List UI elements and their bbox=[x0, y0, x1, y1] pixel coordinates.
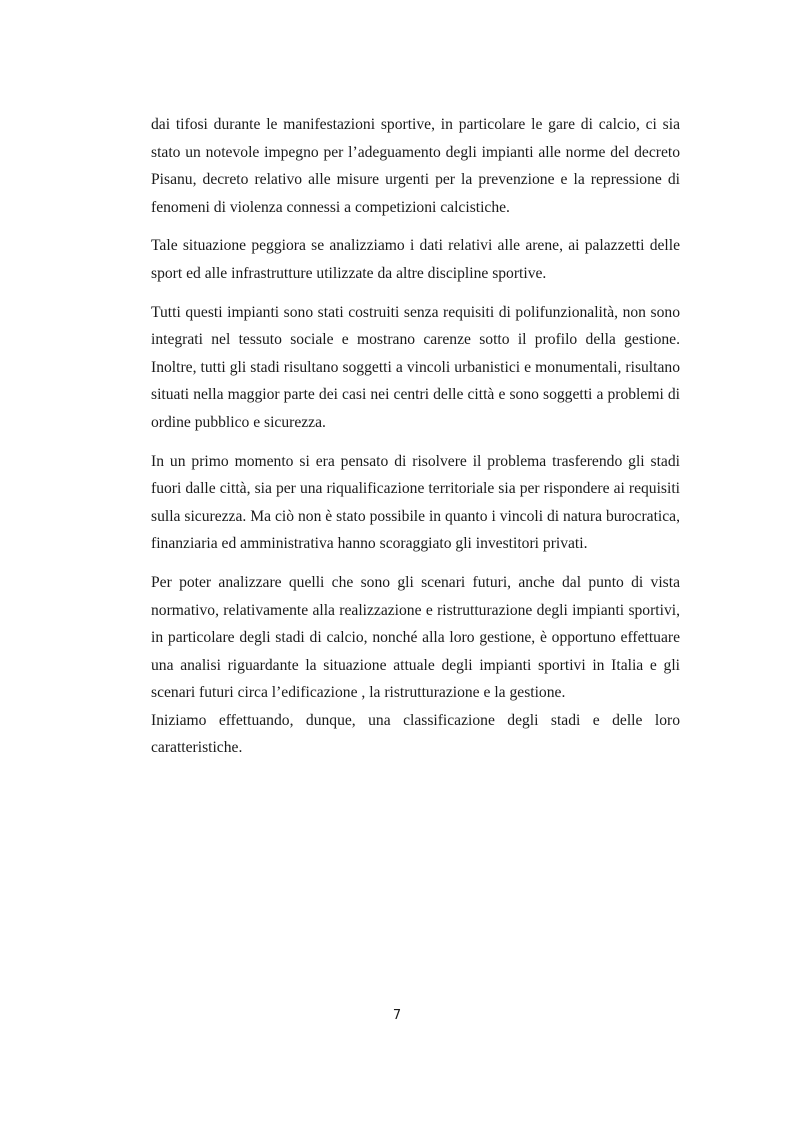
paragraph-facilities-issues: Tutti questi impianti sono stati costruiti senza requisiti di polifunzionalità, non sono integrati nel tessuto sociale e mostrano carenze sotto il profilo della gestione. Inoltre, tutti gli stadi risultano soggetti a vincoli urbanistici e monumentali, risultano situati nella maggior parte dei casi nei centri delle città e sono soggetti a problemi di ordine pubblico e sicurezza. bbox=[151, 303, 680, 431]
page-number: 7 bbox=[392, 1008, 402, 1023]
paragraph-stadium-adaptation: dai tifosi durante le manifestazioni sportive, in particolare le gare di calcio, ci sia stato un notevole impegno per l’adeguamento degli impianti alle norme del decreto Pisanu, decreto relativo alle misure urgenti per la prevenzione e la repressione di fenomeni di violenza connessi a competizioni calcistiche. bbox=[151, 116, 680, 216]
paragraph-arenas-situation: Tale situazione peggiora se analizziamo i dati relativi alle arene, ai palazzetti delle sport ed alle infrastrutture utilizzate da altre discipline sportive. bbox=[151, 237, 680, 282]
paragraph-relocation-attempt: In un primo momento si era pensato di risolvere il problema trasferendo gli stadi fuori dalle città, sia per una riqualificazione territoriale sia per rispondere ai requisiti sulla sicurezza. Ma ciò non è stato possibile in quanto i vincoli di natura burocratica, finanziaria ed amministrativa hanno scoraggiato gli investitori privati. bbox=[151, 452, 680, 553]
body-text bbox=[151, 111, 680, 773]
paragraph-future-scenarios: Per poter analizzare quelli che sono gli scenari futuri, anche dal punto di vista normativo, relativamente alla realizzazione e ristrutturazione degli impianti sportivi, in particolare degli stadi di calcio, nonché alla loro gestione, è opportuno effettuare una analisi riguardante la situazione attuale degli impianti sportivi in Italia e gli scenari futuri circa l’edificazione , la ristrutturazione e la gestione. bbox=[151, 573, 680, 702]
paragraph-classification-intro: Iniziamo effettuando, dunque, una classificazione degli stadi e delle loro caratteristiche. bbox=[151, 711, 680, 757]
